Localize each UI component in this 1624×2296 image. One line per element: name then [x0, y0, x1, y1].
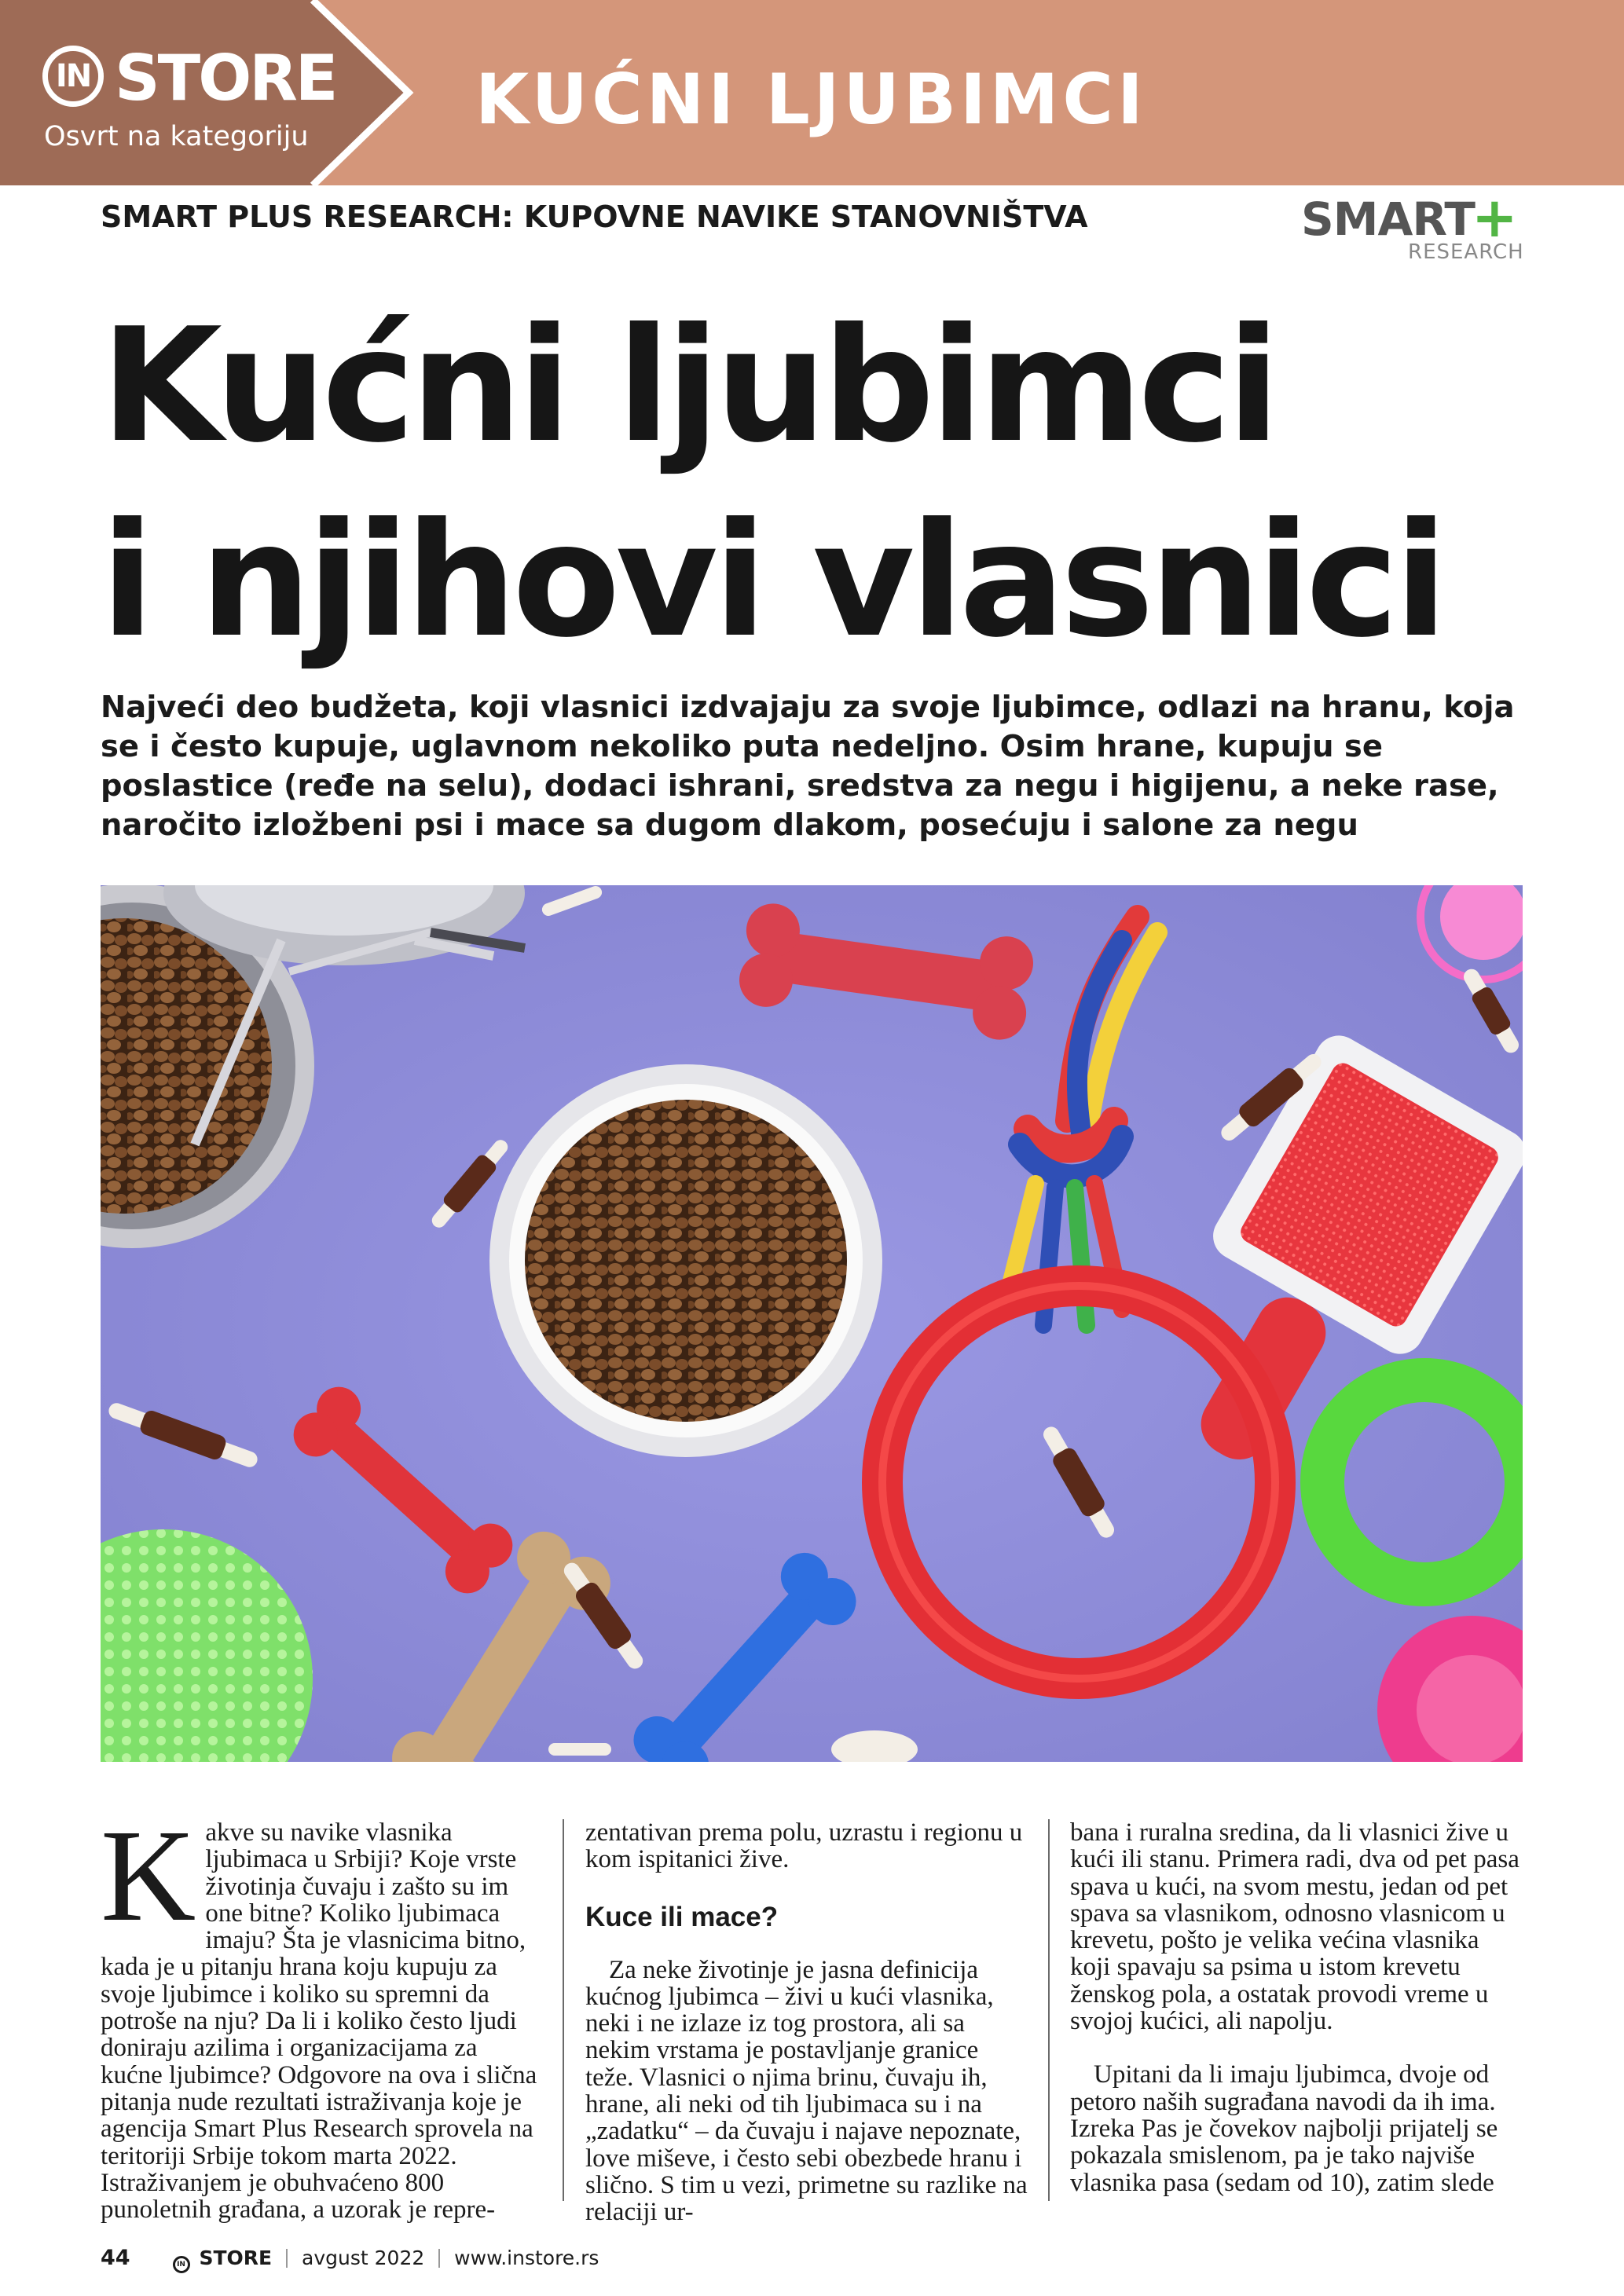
- instore-logo-wordmark: STORE: [115, 42, 336, 115]
- headline-line-1: Kućni ljubimci: [101, 295, 1276, 478]
- kicker: SMART PLUS RESEARCH: KUPOVNE NAVIKE STANOVNIŠTVA: [101, 200, 1088, 234]
- body-column-1: [101, 1803, 539, 2225]
- body-column-3: [1070, 1819, 1523, 2196]
- body-column-2: [585, 1819, 1030, 2226]
- subhead-kuce-ili-mace: Kuce ili mace?: [585, 1901, 779, 1932]
- column-divider: [563, 1819, 564, 2201]
- body-col3-text-2: Upitani da li imaju ljubimca, dvoje od petoro naših sugrađana navodi da ih ima. Izreka Pas je čovekov najbolji prijatelj se pokazala smislenom, pa je tako najviše vlasnika pasa (sedam od 10), zatim slede: [1070, 2060, 1498, 2197]
- column-divider: [1048, 1819, 1050, 2201]
- section-title: KUĆNI LJUBIMCI: [475, 59, 1147, 140]
- photo-illustration: [101, 885, 1523, 1762]
- page-number: 44: [101, 2246, 130, 2270]
- body-col3-text-1: bana i ruralna sredina, da li vlasnici žive u kući ili stanu. Primera radi, dva od pet pasa spava u kući, na svom mestu, jedan od pet spava sa vlasnikom, odnosno vlasnicom u krevetu, pošto je velika većina vlasnika koji spavaju sa psima u istom krevetu ženskog pola, a ostatak provodi vreme u svojoj kućici, ali napolju.: [1070, 1818, 1520, 2036]
- body-col1-text: akve su navike vlasnika ljubimaca u Srbiji? Koje vrste životinja čuvaju i zašto su im one bitne? Koliko ljubimaca imaju? Šta je vlasnicima bitno, kada je u pitanju hrana koju kupuju za svoje ljubimce i koliko su spremni da potroše na nju? Da li i koliko često ljudi doniraju azilima i organizacijama za kućne ljubimce? Odgovore na ova i slična pitanja nude rezultati istraživanja koje je agencija Smart Plus Research sprovela na teritoriji Srbije tokom marta 2022. Istraživanjem je obuhvaćeno 800 punoletnih građana, a uzorak je repre-: [101, 1818, 537, 2225]
- body-col2-text-2: Za neke životinje je jasna definicija kućnog ljubimca – živi u kući vlasnika, neki i ne izlaze iz tog prostora, ali sa nekim vrstama je postavljanje granice teže. Vlasnici o njima brinu, čuvaju ih, hrane, ali neki od tih ljubimaca su i na „zadatku“ – da čuvaju i najave nepoznate, love miševe, i često sebi obezbede hranu i slično. S tim u vezi, primetne su razlike na relaciji ur-: [585, 1955, 1028, 2227]
- dropcap: K: [101, 1803, 196, 1949]
- instore-logo-in-icon: IN: [42, 46, 104, 107]
- footer-url[interactable]: www.instore.rs: [454, 2247, 599, 2269]
- brand-sub: RESEARCH: [1408, 240, 1524, 264]
- footer-separator: [438, 2249, 440, 2268]
- header-banner: [0, 0, 1624, 185]
- logo-subtitle: Osvrt na kategoriju: [44, 121, 309, 152]
- body-col2-text-1: zentativan prema polu, uzrastu i regionu u kom ispitanici žive.: [585, 1818, 1023, 1874]
- page-footer: [101, 2245, 599, 2272]
- smart-plus-research-logo: [1301, 185, 1524, 270]
- footer-issue: avgust 2022: [302, 2247, 425, 2269]
- footer-in-logo-icon: IN: [173, 2256, 190, 2273]
- brand-plus-icon: +: [1472, 185, 1518, 250]
- footer-separator: [286, 2249, 288, 2268]
- pet-food-and-toys-photo: [101, 885, 1523, 1762]
- article-headline: [101, 289, 1531, 679]
- article-lead: Najveći deo budžeta, koji vlasnici izdvajaju za svoje ljubimce, odlazi na hranu, koja se i često kupuje, uglavnom nekoliko puta nedeljno. Osim hrane, kupuju se poslastice (ređe na selu), dodaci ishrani, sredstva za negu i higijenu, a neke rase, naročito izložbeni psi i mace sa dugom dlakom, posećuju i salone za negu: [101, 690, 1515, 843]
- footer-store: STORE: [199, 2247, 273, 2269]
- headline-line-2: i njihovi vlasnici: [101, 489, 1443, 672]
- brand-name: SMART: [1301, 192, 1475, 246]
